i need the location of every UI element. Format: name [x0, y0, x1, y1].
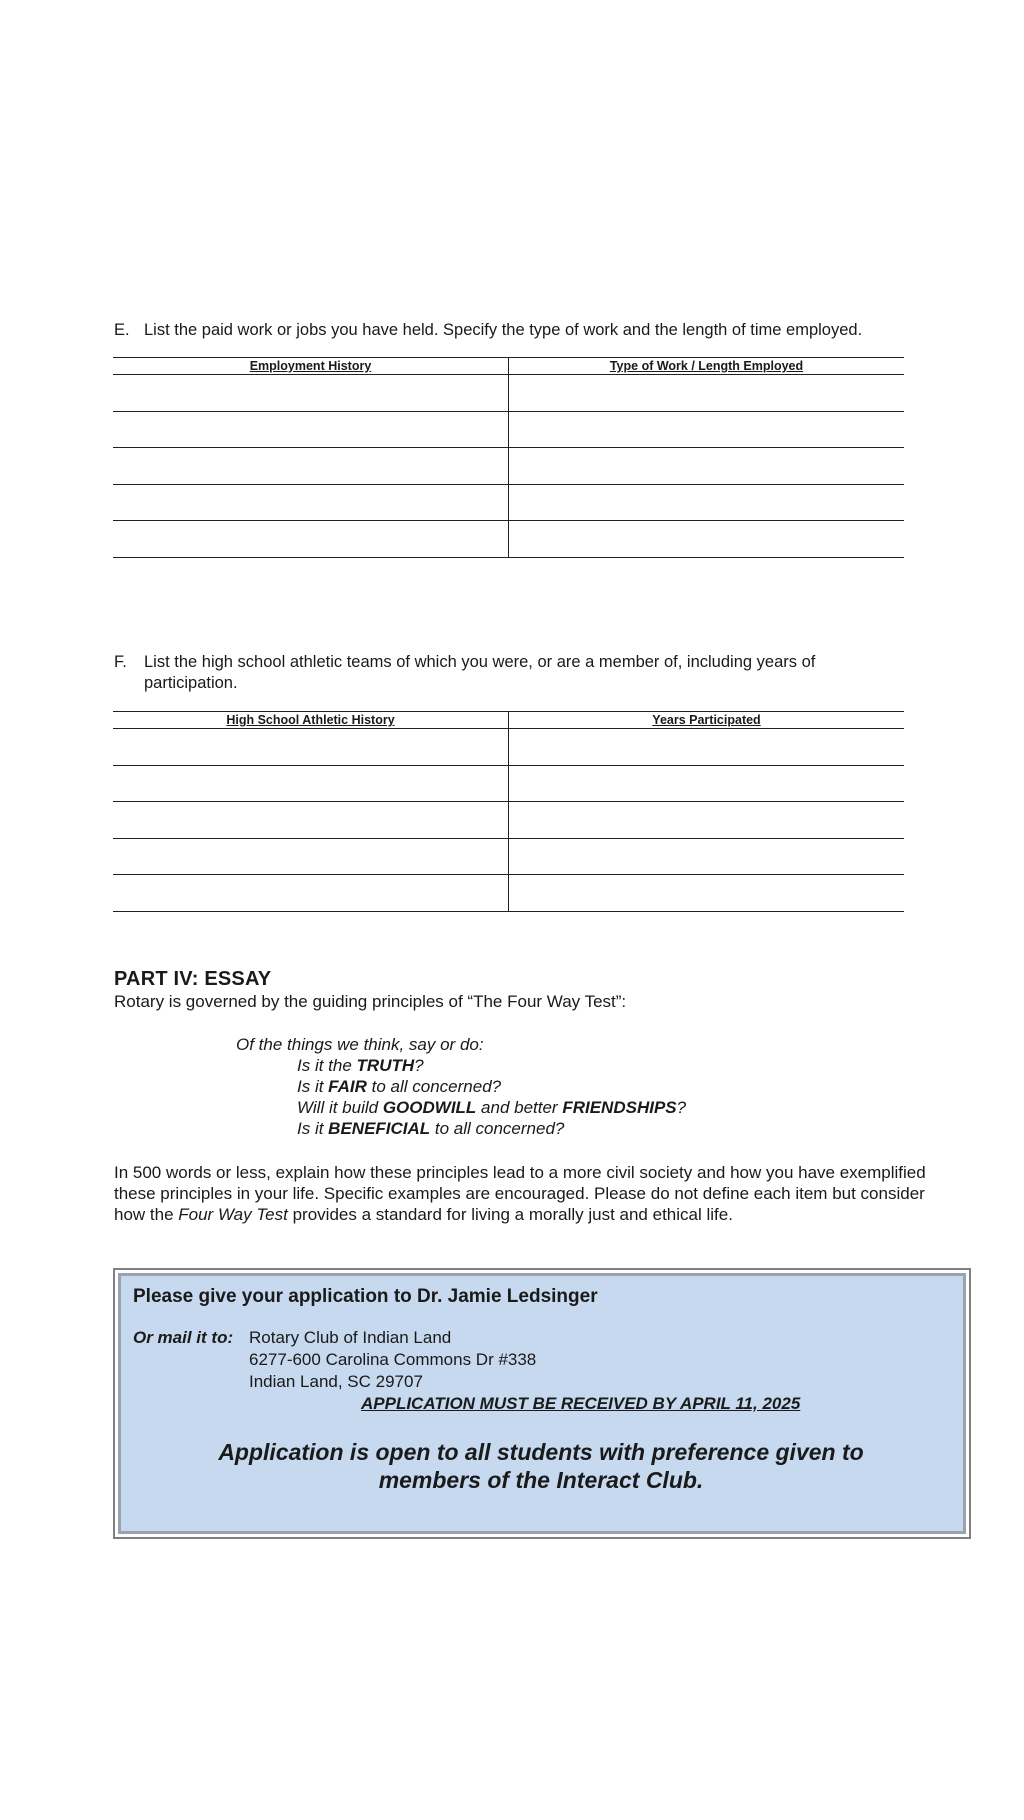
type-length-cell[interactable] — [509, 521, 905, 558]
section-f-letter: F. — [114, 653, 127, 671]
deadline-notice: APPLICATION MUST BE RECEIVED BY APRIL 11, 2025 — [361, 1394, 801, 1413]
four-way-question-fair: Is it FAIR to all concerned? — [297, 1077, 502, 1096]
athletic-cell[interactable] — [113, 875, 509, 912]
table-row — [113, 411, 904, 448]
essay-prompt: In 500 words or less, explain how these principles lead to a more civil society and how you have exemplified these principles in your life. Specific examples are encouraged. Please do not define each item but consider how the Four Way Test provides a standard for living a morally just and ethical life. — [114, 1163, 926, 1224]
submission-box — [113, 1268, 971, 1539]
athletic-history-header: High School Athletic History — [113, 712, 509, 729]
submission-box-inner — [118, 1273, 966, 1534]
four-way-question-truth: Is it the TRUTH? — [297, 1056, 424, 1075]
table-row — [113, 802, 904, 839]
table-row — [113, 484, 904, 521]
employment-cell[interactable] — [113, 411, 509, 448]
part-iv-title: PART IV: ESSAY — [114, 968, 272, 990]
years-cell[interactable] — [509, 729, 905, 766]
athletic-cell[interactable] — [113, 802, 509, 839]
submission-heading: Please give your application to Dr. Jamie Ledsinger — [133, 1286, 598, 1307]
years-participated-header: Years Participated — [509, 712, 905, 729]
athletic-cell[interactable] — [113, 765, 509, 802]
type-length-cell[interactable] — [509, 411, 905, 448]
type-length-cell[interactable] — [509, 448, 905, 485]
table-row — [113, 448, 904, 485]
address-line: Rotary Club of Indian Land — [249, 1328, 452, 1347]
employment-cell[interactable] — [113, 484, 509, 521]
address-line: 6277-600 Carolina Commons Dr #338 — [249, 1350, 537, 1369]
four-way-intro: Rotary is governed by the guiding principles of “The Four Way Test”: — [114, 992, 627, 1011]
type-length-cell[interactable] — [509, 484, 905, 521]
section-e-instruction — [114, 320, 914, 341]
section-e-letter: E. — [114, 321, 130, 339]
athletic-cell[interactable] — [113, 729, 509, 766]
employment-cell[interactable] — [113, 521, 509, 558]
athletic-history-table — [113, 711, 904, 912]
four-way-lead: Of the things we think, say or do: — [236, 1035, 484, 1054]
table-row — [113, 521, 904, 558]
years-cell[interactable] — [509, 765, 905, 802]
employment-cell[interactable] — [113, 375, 509, 412]
years-cell[interactable] — [509, 875, 905, 912]
table-row — [113, 765, 904, 802]
four-way-test — [236, 1034, 686, 1139]
years-cell[interactable] — [509, 802, 905, 839]
employment-cell[interactable] — [113, 448, 509, 485]
employment-history-header: Employment History — [113, 358, 509, 375]
table-row — [113, 375, 904, 412]
years-cell[interactable] — [509, 838, 905, 875]
mail-label: Or mail it to: — [133, 1328, 234, 1347]
type-of-work-header: Type of Work / Length Employed — [509, 358, 905, 375]
table-row — [113, 729, 904, 766]
four-way-test-emphasis: Four Way Test — [178, 1205, 288, 1224]
section-e-text: List the paid work or jobs you have held. Specify the type of work and the length of time employed. — [144, 321, 863, 339]
section-f-instruction — [114, 652, 914, 694]
section-f-text: List the high school athletic teams of which you were, or are a member of, including years of participation. — [144, 653, 816, 692]
employment-history-table — [113, 357, 904, 558]
table-row — [113, 838, 904, 875]
eligibility-note: Application is open to all students with preference given to members of the Interact Club. — [218, 1439, 864, 1493]
four-way-question-beneficial: Is it BENEFICIAL to all concerned? — [297, 1119, 565, 1138]
athletic-cell[interactable] — [113, 838, 509, 875]
address-line: Indian Land, SC 29707 — [249, 1372, 423, 1391]
type-length-cell[interactable] — [509, 375, 905, 412]
four-way-question-goodwill: Will it build GOODWILL and better FRIENDSHIPS? — [297, 1098, 687, 1117]
table-row — [113, 875, 904, 912]
